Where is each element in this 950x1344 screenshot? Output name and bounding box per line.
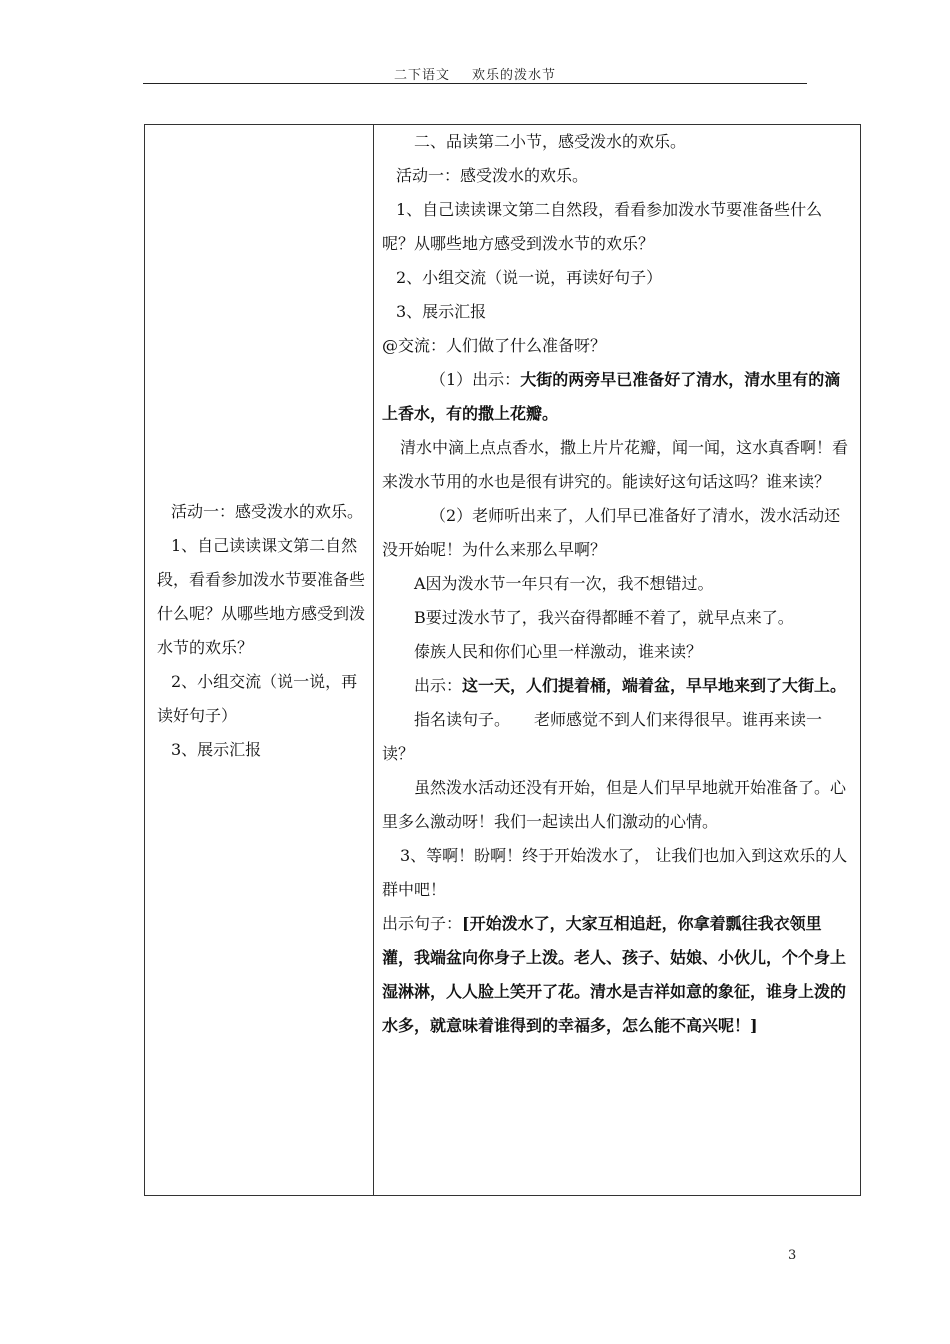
- header-divider: [143, 83, 807, 84]
- display-2-prefix: 出示：: [414, 676, 463, 695]
- display-3-text: [开始泼水了，大家互相追赶，你拿着瓢往我衣领里灌，我端盆向你身子上泼。老人、孩子、姑娘、小伙儿，个个身上湿淋淋，人人脸上笑开了花。清水是吉祥如意的象征，谁身上泼的水多，就意味着谁得到的幸福多，怎么能不高兴呢！]: [382, 914, 847, 1035]
- display-1-text: 大街的两旁早已准备好了清水，清水里有的滴上香水，有的撒上花瓣。: [382, 370, 841, 423]
- right-column-cell: [374, 125, 861, 1196]
- dai-people-line: 傣族人民和你们心里一样激动，谁来读？: [414, 642, 703, 661]
- header-subject: 二下语文: [393, 68, 450, 83]
- section-heading: 二、品读第二小节，感受泼水的欢乐。: [414, 132, 687, 151]
- header-lesson-title: 欢乐的泼水节: [472, 68, 557, 83]
- step-3: 3、展示汇报: [396, 302, 487, 321]
- left-activity-title: 活动一：感受泼水的欢乐。: [171, 502, 364, 521]
- discussion-question: @交流：人们做了什么准备呀？: [382, 336, 607, 355]
- left-step-1: 1、自己读读课文第二自然段，看看参加泼水节要准备些什么呢？从哪些地方感受到泼水节的欢乐？: [157, 536, 366, 657]
- explanation-2: 虽然泼水活动还没有开始，但是人们早早地就开始准备了。心里多么激动呀！我们一起读出人们激动的心情。: [382, 778, 847, 831]
- display-1-prefix: （1）出示：: [430, 370, 521, 389]
- teacher-question-2: （2）老师听出来了，人们早已准备好了清水，泼水活动还没开始呢！为什么来那么早啊？: [382, 506, 841, 559]
- step-1: 1、自己读读课文第二自然段，看看参加泼水节要准备些什么呢？从哪些地方感受到泼水节的欢乐？: [382, 200, 823, 253]
- read-aloud-line: 指名读句子。 老师感觉不到人们来得很早。谁再来读一读？: [382, 710, 823, 763]
- display-3-prefix: 出示句子：: [382, 914, 463, 933]
- answer-a: A因为泼水节一年只有一次，我不想错过。: [414, 574, 714, 593]
- display-2-text: 这一天，人们提着桶，端着盆，早早地来到了大街上。: [462, 676, 847, 695]
- lesson-plan-table: [144, 124, 861, 1196]
- activity-title: 活动一：感受泼水的欢乐。: [396, 166, 589, 185]
- left-step-3: 3、展示汇报: [171, 740, 262, 759]
- step-2: 2、小组交流（说一说，再读好句子）: [396, 268, 663, 287]
- display-sentence-2: [382, 669, 852, 703]
- display-sentence-3: [382, 907, 852, 1043]
- table-row: [145, 125, 861, 1196]
- display-sentence-1: [382, 363, 852, 431]
- page-header: [0, 64, 950, 83]
- left-column-cell: [145, 125, 374, 1196]
- page-number: 3: [788, 1248, 797, 1263]
- step-3-waiting: 3、等啊！盼啊！终于开始泼水了， 让我们也加入到这欢乐的人群中吧！: [382, 846, 848, 899]
- explanation-1: 清水中滴上点点香水，撒上片片花瓣，闻一闻，这水真香啊！看来泼水节用的水也是很有讲究的。能读好这句话这吗？谁来读？: [382, 438, 849, 491]
- answer-b: B要过泼水节了，我兴奋得都睡不着了，就早点来了。: [414, 608, 794, 627]
- left-step-2: 2、小组交流（说一说，再读好句子）: [157, 672, 358, 725]
